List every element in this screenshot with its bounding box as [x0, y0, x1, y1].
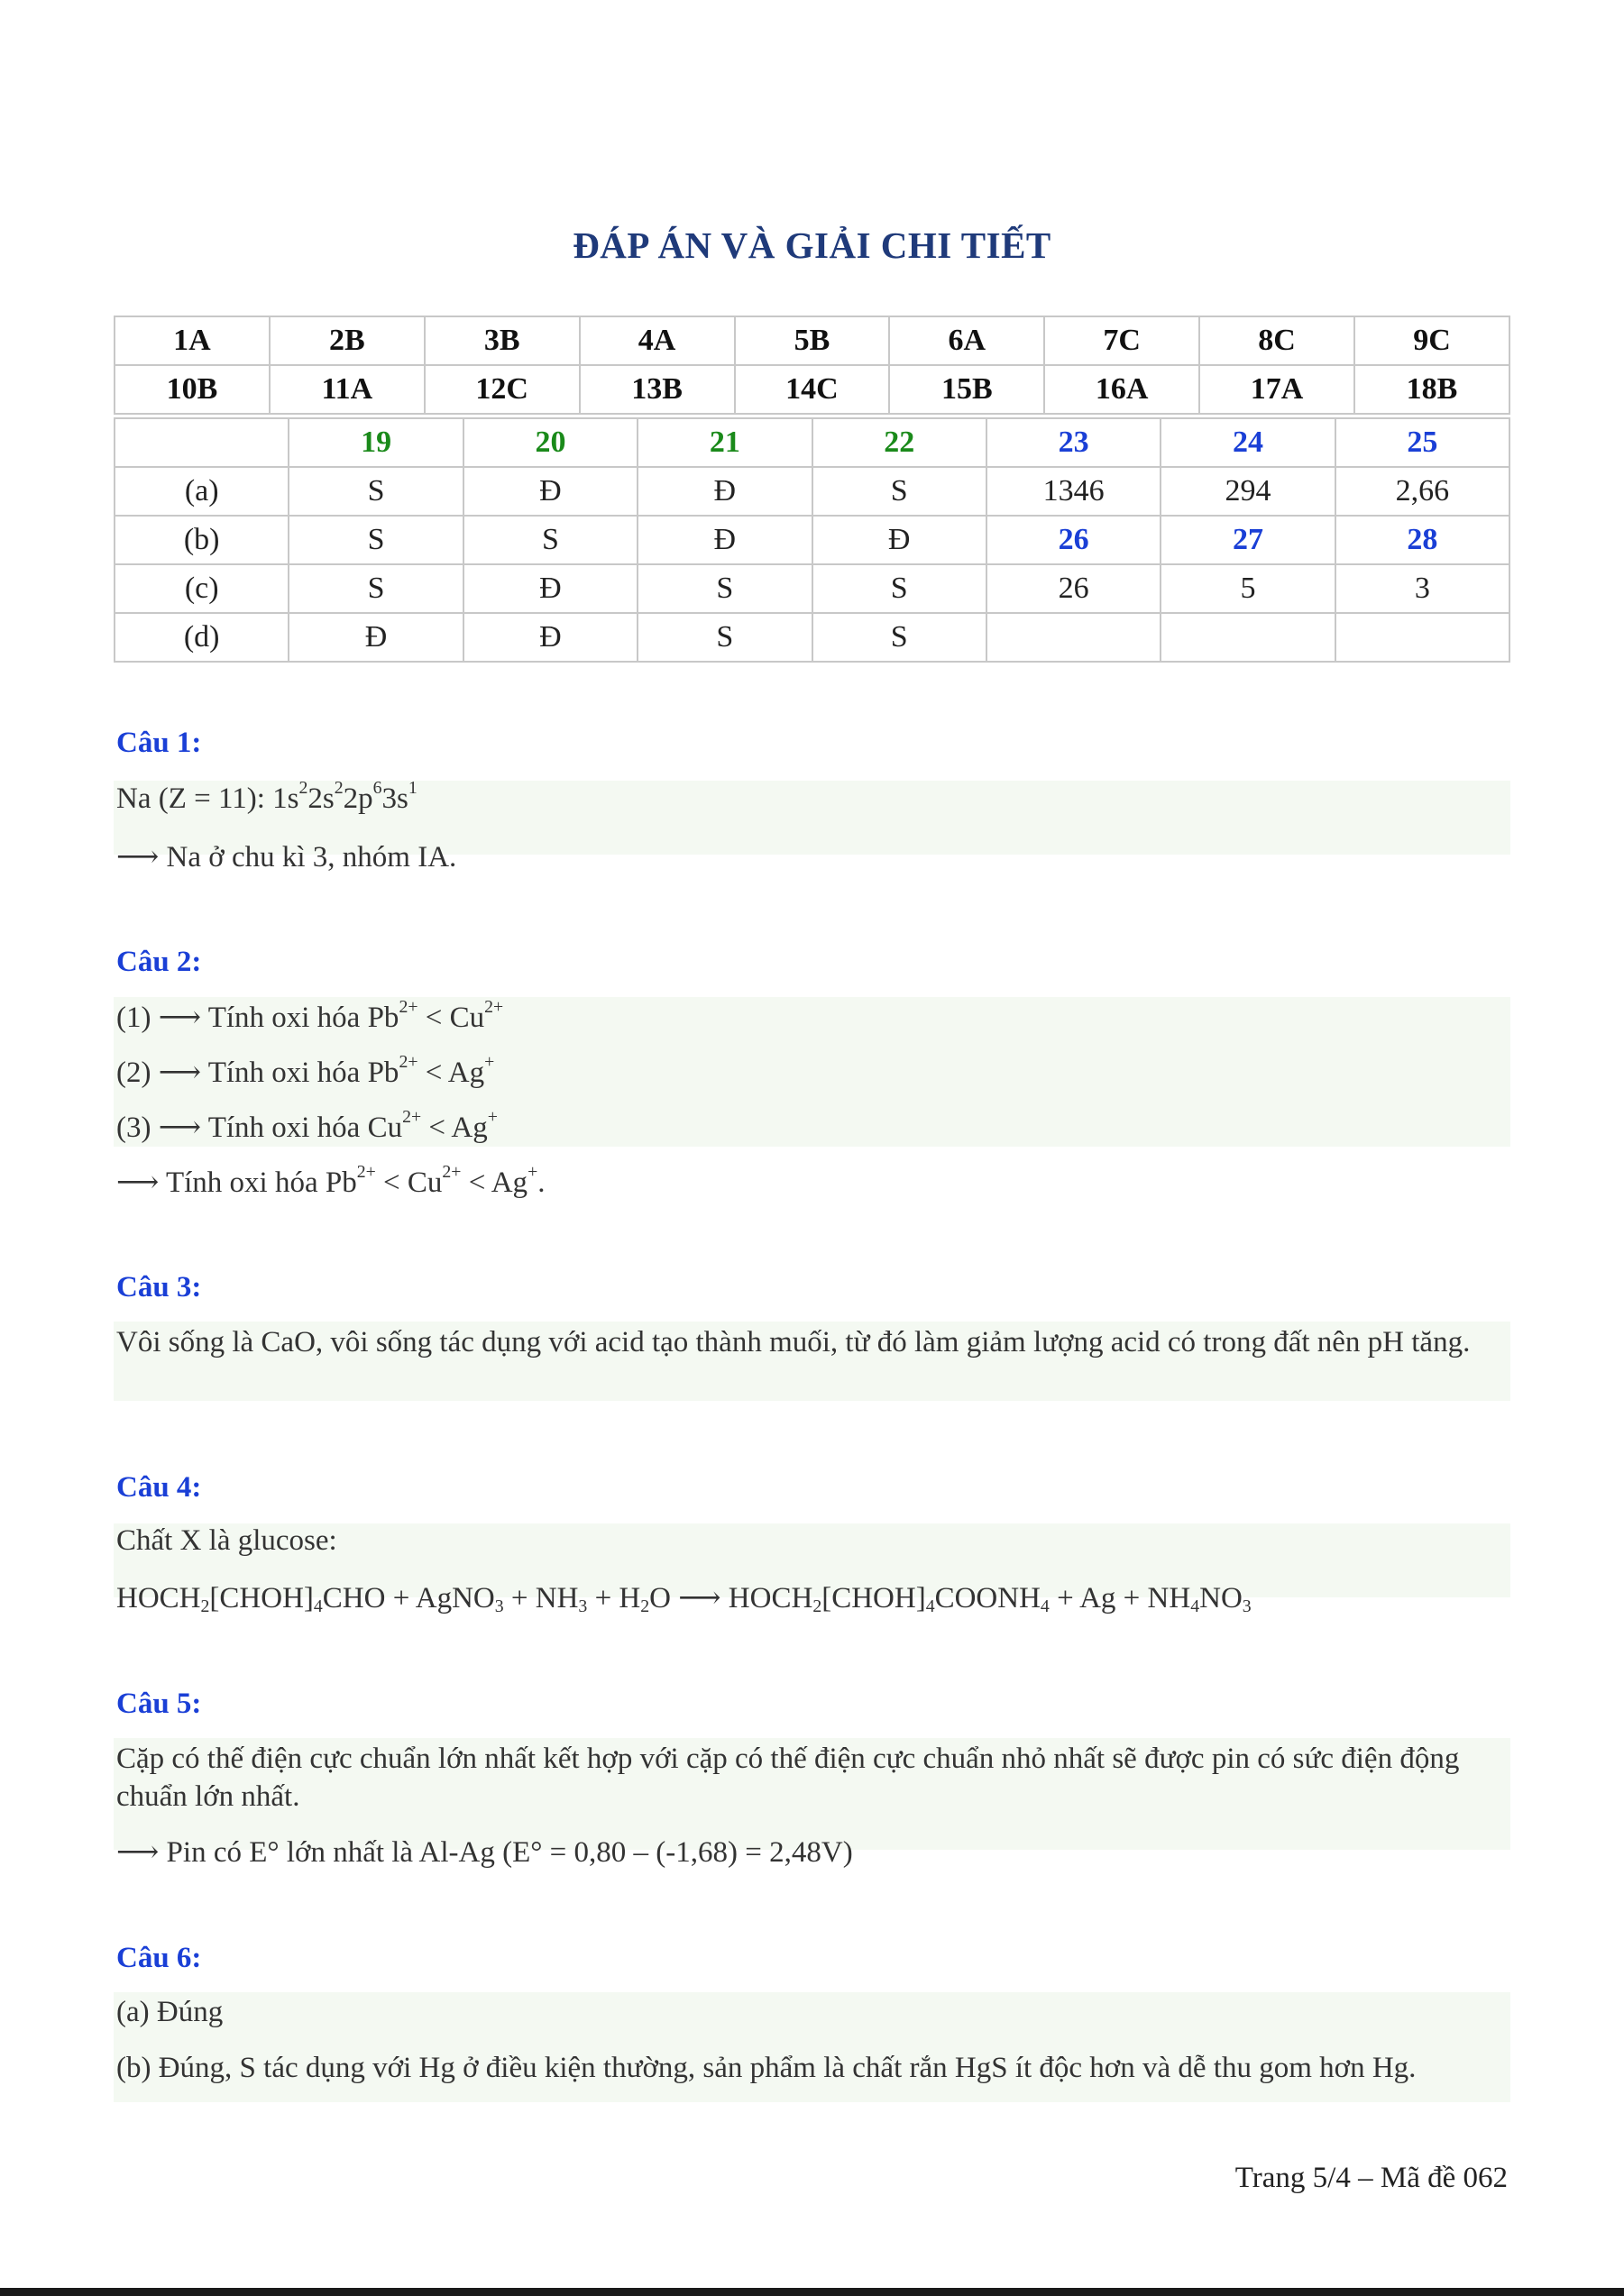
table-row	[115, 564, 1509, 613]
answer-cell: 9C	[1354, 316, 1509, 365]
answer-cell: 13B	[580, 365, 735, 414]
answer-cell: 10B	[115, 365, 270, 414]
table-row	[115, 613, 1509, 662]
answer-cell: 8C	[1199, 316, 1354, 365]
table-cell: Đ	[463, 467, 638, 516]
answer-cell: 3B	[425, 316, 580, 365]
answer-cell: 4A	[580, 316, 735, 365]
bottom-divider	[0, 2288, 1624, 2296]
table-cell: S	[638, 564, 812, 613]
question-2-line-3: (3) ⟶ Tính oxi hóa $Cu^{2+} < Ag^+$	[116, 1107, 498, 1144]
header-cell: 20	[463, 418, 638, 467]
header-cell: 21	[638, 418, 812, 467]
table-cell: S	[463, 516, 638, 564]
table-cell: 2,66	[1335, 467, 1509, 516]
table-row	[115, 467, 1509, 516]
question-1-line-1: Na (Z = 11): $1s^22s^22p^63s^1$	[116, 778, 417, 815]
header-cell: 23	[986, 418, 1161, 467]
table-cell: Đ	[638, 516, 812, 564]
table-cell	[986, 613, 1161, 662]
answer-cell: 6A	[889, 316, 1044, 365]
table-cell: Đ	[638, 467, 812, 516]
question-4-line-1: Chất X là glucose:	[116, 1524, 337, 1557]
table-row	[115, 516, 1509, 564]
answer-cell: 1A	[115, 316, 270, 365]
question-2-line-4: ⟶ Tính oxi hóa $Pb^{2+} < Cu^{2+} < Ag^+$.	[116, 1162, 546, 1199]
header-cell	[115, 418, 289, 467]
table-cell: S	[638, 613, 812, 662]
table-cell: (d)	[115, 613, 289, 662]
table-cell: (a)	[115, 467, 289, 516]
question-2-title: Câu 2:	[116, 946, 202, 978]
table-cell: Đ	[289, 613, 463, 662]
header-cell: 27	[1161, 516, 1335, 564]
answer-cell: 14C	[735, 365, 890, 414]
table-row	[115, 316, 1509, 365]
table-cell	[1335, 613, 1509, 662]
header-cell: 26	[986, 516, 1161, 564]
question-6-line-1: (a) Đúng	[116, 1996, 224, 2028]
question-5-line-2: ⟶ Pin có E° lớn nhất là Al-Ag (E° = 0,80 – (-1,68) = 2,48V)	[116, 1836, 853, 1869]
answer-cell: 17A	[1199, 365, 1354, 414]
table-cell: S	[812, 613, 986, 662]
table-cell: 5	[1161, 564, 1335, 613]
table-cell: S	[289, 516, 463, 564]
answer-cell: 11A	[270, 365, 425, 414]
table-cell: 1346	[986, 467, 1161, 516]
table-cell: S	[812, 564, 986, 613]
header-cell: 28	[1335, 516, 1509, 564]
answer-cell: 15B	[889, 365, 1044, 414]
tf-answer-table	[114, 417, 1510, 663]
question-2-line-1: (1) ⟶ Tính oxi hóa $Pb^{2+} < Cu^{2+}$	[116, 997, 504, 1034]
answer-cell: 2B	[270, 316, 425, 365]
answer-cell: 12C	[425, 365, 580, 414]
header-cell: 19	[289, 418, 463, 467]
table-cell: Đ	[463, 564, 638, 613]
table-cell: 26	[986, 564, 1161, 613]
table-cell: (c)	[115, 564, 289, 613]
question-3-title: Câu 3:	[116, 1271, 202, 1304]
question-5-line-1: Cặp có thế điện cực chuẩn lớn nhất kết hợp với cặp có thế điện cực chuẩn nhỏ nhất sẽ được pin có sức điện động chuẩn lớn nhất.	[116, 1743, 1460, 1813]
question-4-equation: $HOCH_2[CHOH]_4CHO$ + AgNO$_3$ + $NH_3 + H_2O$ ⟶ $HOCH_2[CHOH]_4COONH_4 + Ag + NH_4NO_3$	[116, 1582, 1252, 1616]
table-cell: Đ	[463, 613, 638, 662]
table-cell: Đ	[812, 516, 986, 564]
question-6-title: Câu 6:	[116, 1942, 202, 1974]
answer-cell: 7C	[1044, 316, 1199, 365]
page-title: ĐÁP ÁN VÀ GIẢI CHI TIẾT	[573, 224, 1051, 266]
mc-answer-table	[114, 316, 1510, 415]
question-3-line-1: Vôi sống là CaO, vôi sống tác dụng với acid tạo thành muối, từ đó làm giảm lượng acid có trong đất nên pH tăng.	[116, 1326, 1471, 1358]
question-2-line-2: (2) ⟶ Tính oxi hóa $Pb^{2+} < Ag^+$	[116, 1052, 495, 1089]
table-cell: S	[812, 467, 986, 516]
question-6-line-2: (b) Đúng, S tác dụng với Hg ở điều kiện thường, sản phẩm là chất rắn HgS ít độc hơn và dễ thu gom hơn Hg.	[116, 2052, 1417, 2084]
table-cell: (b)	[115, 516, 289, 564]
table-header-row	[115, 418, 1509, 467]
answer-cell: 18B	[1354, 365, 1509, 414]
question-5-title: Câu 5:	[116, 1688, 202, 1720]
table-cell: S	[289, 467, 463, 516]
table-cell	[1161, 613, 1335, 662]
header-cell: 25	[1335, 418, 1509, 467]
table-cell: 294	[1161, 467, 1335, 516]
table-row	[115, 365, 1509, 414]
table-cell: 3	[1335, 564, 1509, 613]
question-1-line-2: ⟶ Na ở chu kì 3, nhóm IA.	[116, 841, 457, 874]
answer-cell: 16A	[1044, 365, 1199, 414]
answer-cell: 5B	[735, 316, 890, 365]
header-cell: 24	[1161, 418, 1335, 467]
question-4-title: Câu 4:	[116, 1471, 202, 1504]
table-cell: S	[289, 564, 463, 613]
question-1-title: Câu 1:	[116, 727, 202, 759]
page-footer: Trang 5/4 – Mã đề 062	[1234, 2162, 1508, 2194]
header-cell: 22	[812, 418, 986, 467]
